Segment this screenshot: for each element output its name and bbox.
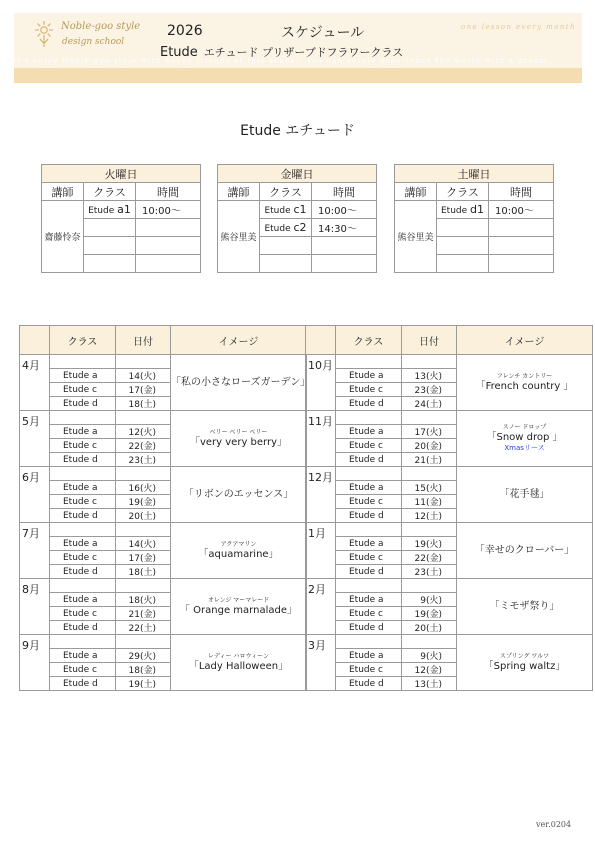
lesson-date: 23(土) xyxy=(116,453,171,467)
col-class: クラス xyxy=(437,183,489,201)
month-spacer xyxy=(402,635,457,649)
lesson-date: 23(金) xyxy=(402,383,457,397)
theme-cell xyxy=(457,635,593,691)
lesson-date: 19(土) xyxy=(116,677,171,691)
month-spacer xyxy=(50,355,116,369)
class-prefix: Etude xyxy=(264,206,291,216)
class-cell xyxy=(260,201,312,219)
flower-logo-icon xyxy=(32,20,56,48)
class-name: Etude d xyxy=(336,677,402,691)
theme-title: 「幸せのクローバー」 xyxy=(474,544,575,556)
class-cell xyxy=(84,255,136,273)
version-label: ver.0204 xyxy=(536,820,572,829)
month-spacer xyxy=(402,467,457,481)
time-cell xyxy=(489,255,554,273)
class-name: Etude c xyxy=(336,383,402,397)
theme-title: 「Spring waltz」 xyxy=(483,660,566,672)
month-spacer xyxy=(336,355,402,369)
theme-cell xyxy=(171,355,311,411)
header-class: クラス xyxy=(336,326,402,355)
lesson-date: 13(土) xyxy=(402,677,457,691)
time-cell: 10:00〜 xyxy=(312,201,377,219)
lesson-date: 12(火) xyxy=(116,425,171,439)
lesson-date: 20(土) xyxy=(402,621,457,635)
class-prefix: Etude xyxy=(264,224,291,234)
day-title: 土曜日 xyxy=(395,165,554,183)
theme-cell xyxy=(457,523,593,579)
theme-ruby: フレンチ カントリー xyxy=(496,372,553,380)
month-label: 8月 xyxy=(20,579,50,635)
time-cell: 14:30〜 xyxy=(312,219,377,237)
lesson-date: 20(土) xyxy=(116,509,171,523)
lesson-date: 19(金) xyxy=(402,607,457,621)
month-spacer xyxy=(336,411,402,425)
month-label: 10月 xyxy=(306,355,336,411)
lesson-date: 14(火) xyxy=(116,369,171,383)
lesson-date: 17(金) xyxy=(116,383,171,397)
class-cell xyxy=(84,219,136,237)
month-label: 6月 xyxy=(20,467,50,523)
theme-title: 「Lady Halloween」 xyxy=(188,660,289,672)
lesson-date: 12(金) xyxy=(402,663,457,677)
class-name: Etude c xyxy=(336,439,402,453)
lesson-date: 20(金) xyxy=(402,439,457,453)
col-teacher: 講師 xyxy=(218,183,260,201)
day-table xyxy=(217,164,377,273)
class-cell xyxy=(84,237,136,255)
class-name: Etude a xyxy=(50,537,116,551)
class-name: Etude d xyxy=(50,621,116,635)
lesson-date: 14(火) xyxy=(116,537,171,551)
class-cell xyxy=(260,237,312,255)
lesson-date: 21(金) xyxy=(116,607,171,621)
theme-title: 「very very berry」 xyxy=(189,436,288,448)
month-spacer xyxy=(116,467,171,481)
lesson-date: 21(土) xyxy=(402,453,457,467)
class-prefix: Etude xyxy=(440,206,468,216)
lesson-date: 22(金) xyxy=(116,439,171,453)
month-spacer xyxy=(116,411,171,425)
lesson-date: 16(火) xyxy=(116,481,171,495)
month-spacer xyxy=(116,523,171,537)
class-name: Etude a xyxy=(336,481,402,495)
lesson-date: 22(土) xyxy=(116,621,171,635)
lesson-date: 18(火) xyxy=(116,593,171,607)
class-name: Etude d xyxy=(50,509,116,523)
class-name: Etude c xyxy=(336,495,402,509)
month-spacer xyxy=(50,635,116,649)
header-blank xyxy=(20,326,50,355)
time-cell xyxy=(489,219,554,237)
lesson-date: 29(火) xyxy=(116,649,171,663)
month-spacer xyxy=(402,355,457,369)
theme-title: 「ミモザ祭り」 xyxy=(489,600,560,612)
lesson-date: 12(土) xyxy=(402,509,457,523)
time-cell: 10:00〜 xyxy=(489,201,554,219)
course-title xyxy=(160,44,403,60)
lesson-date: 15(火) xyxy=(402,481,457,495)
time-cell xyxy=(489,237,554,255)
class-name: Etude d xyxy=(50,565,116,579)
theme-ruby: スプリング ワルツ xyxy=(499,652,550,660)
lesson-date: 18(金) xyxy=(116,663,171,677)
class-cell xyxy=(437,219,489,237)
theme-ruby: アクアマリン xyxy=(220,540,257,548)
lesson-date: 17(金) xyxy=(116,551,171,565)
teacher-name: 熊谷里美 xyxy=(395,201,437,273)
header-class: クラス xyxy=(50,326,116,355)
theme-cell xyxy=(171,579,307,635)
theme-cell xyxy=(457,579,593,635)
class-cell xyxy=(260,255,312,273)
col-class: クラス xyxy=(260,183,312,201)
month-spacer xyxy=(336,467,402,481)
col-time: 時間 xyxy=(489,183,554,201)
month-label: 9月 xyxy=(20,635,50,691)
class-code: c2 xyxy=(293,221,307,234)
class-code: a1 xyxy=(117,203,131,216)
class-name: Etude a xyxy=(50,593,116,607)
monthly-schedule-table xyxy=(19,325,311,691)
theme-cell xyxy=(171,635,307,691)
theme-note: Xmasリース xyxy=(504,444,545,452)
theme-ruby: スノー ドロップ xyxy=(502,424,547,431)
class-cell xyxy=(84,201,136,219)
theme-title: 「 Orange marnalade」 xyxy=(180,604,297,616)
class-cell xyxy=(437,237,489,255)
month-spacer xyxy=(336,523,402,537)
class-name: Etude c xyxy=(336,663,402,677)
lesson-date: 22(金) xyxy=(402,551,457,565)
theme-title: 「私の小さなローズガーデン」 xyxy=(171,376,311,388)
theme-cell xyxy=(457,355,593,411)
year: 2026 xyxy=(167,23,203,39)
tagline: one lesson every month xyxy=(461,23,576,31)
class-cell xyxy=(437,201,489,219)
day-title: 金曜日 xyxy=(218,165,377,183)
class-name: Etude a xyxy=(336,369,402,383)
time-cell xyxy=(312,255,377,273)
class-name: Etude c xyxy=(50,383,116,397)
day-table xyxy=(41,164,201,273)
month-label: 5月 xyxy=(20,411,50,467)
month-spacer xyxy=(50,523,116,537)
teacher-name: 熊谷里美 xyxy=(218,201,260,273)
logo-line2: design school xyxy=(62,37,125,47)
month-spacer xyxy=(402,411,457,425)
theme-ruby: ベリー ベリー ベリー xyxy=(209,428,268,436)
col-time: 時間 xyxy=(136,183,201,201)
class-prefix: Etude xyxy=(88,206,115,216)
header-image: イメージ xyxy=(457,326,593,355)
class-code: c1 xyxy=(293,203,307,216)
lesson-date: 19(金) xyxy=(116,495,171,509)
lesson-date: 18(土) xyxy=(116,565,171,579)
month-spacer xyxy=(116,635,171,649)
theme-cell xyxy=(457,411,593,467)
class-name: Etude d xyxy=(50,677,116,691)
col-time: 時間 xyxy=(312,183,377,201)
month-spacer xyxy=(116,355,171,369)
class-cell xyxy=(437,255,489,273)
time-cell xyxy=(312,237,377,255)
class-name: Etude d xyxy=(336,621,402,635)
month-spacer xyxy=(402,523,457,537)
class-cell xyxy=(260,219,312,237)
lesson-date: 19(火) xyxy=(402,537,457,551)
class-name: Etude a xyxy=(336,537,402,551)
class-name: Etude c xyxy=(50,495,116,509)
teacher-name: 齋藤怜奈 xyxy=(42,201,84,273)
month-spacer xyxy=(50,467,116,481)
class-name: Etude d xyxy=(50,453,116,467)
lesson-date: 11(金) xyxy=(402,495,457,509)
class-name: Etude a xyxy=(336,593,402,607)
month-label: 11月 xyxy=(306,411,336,467)
theme-cell xyxy=(171,411,307,467)
theme-title: 「リボンのエッセンス」 xyxy=(183,488,294,500)
class-name: Etude a xyxy=(50,649,116,663)
month-label: 2月 xyxy=(306,579,336,635)
month-label: 4月 xyxy=(20,355,50,411)
class-name: Etude d xyxy=(336,397,402,411)
theme-title: 「Snow drop 」 xyxy=(486,432,563,443)
theme-title: 「aquamarine」 xyxy=(198,548,279,560)
time-cell xyxy=(136,255,201,273)
theme-ruby: レディー ハロウィーン xyxy=(208,652,269,660)
class-name: Etude c xyxy=(50,551,116,565)
month-spacer xyxy=(402,579,457,593)
monthly-schedule-table xyxy=(305,325,593,691)
lesson-date: 24(土) xyxy=(402,397,457,411)
header-band xyxy=(14,68,582,83)
day-title: 火曜日 xyxy=(42,165,201,183)
day-table xyxy=(394,164,554,273)
class-name: Etude a xyxy=(336,425,402,439)
col-class: クラス xyxy=(84,183,136,201)
class-name: Etude a xyxy=(50,481,116,495)
class-name: Etude c xyxy=(50,663,116,677)
class-name: Etude c xyxy=(336,551,402,565)
col-teacher: 講師 xyxy=(395,183,437,201)
lesson-date: 9(火) xyxy=(402,649,457,663)
schedule-label: スケジュール xyxy=(281,25,365,41)
col-teacher: 講師 xyxy=(42,183,84,201)
theme-cell xyxy=(171,523,307,579)
month-label: 3月 xyxy=(306,635,336,691)
month-label: 12月 xyxy=(306,467,336,523)
class-name: Etude d xyxy=(336,453,402,467)
band-text: Let's enjoy Noble-goo-style with happy friends at this school. You can surely experience the world with a dream. xyxy=(6,57,551,65)
class-name: Etude d xyxy=(50,397,116,411)
logo-line1: Noble-goo style xyxy=(61,21,141,32)
header-image: イメージ xyxy=(171,326,307,355)
course-subtitle: エチュード プリザーブドフラワークラス xyxy=(203,46,404,59)
page-title: Etude エチュード xyxy=(240,123,355,139)
class-name: Etude c xyxy=(336,607,402,621)
theme-cell xyxy=(171,467,307,523)
lesson-date: 9(火) xyxy=(402,593,457,607)
class-name: Etude d xyxy=(336,565,402,579)
time-cell xyxy=(136,219,201,237)
lesson-date: 17(火) xyxy=(402,425,457,439)
month-spacer xyxy=(336,579,402,593)
month-spacer xyxy=(116,579,171,593)
month-label: 7月 xyxy=(20,523,50,579)
lesson-date: 18(土) xyxy=(116,397,171,411)
month-spacer xyxy=(50,579,116,593)
theme-ruby: オレンジ マーマレード xyxy=(207,596,270,604)
header-date: 日付 xyxy=(116,326,171,355)
course-name: Etude xyxy=(160,45,198,60)
month-spacer xyxy=(336,635,402,649)
time-cell: 10:00〜 xyxy=(136,201,201,219)
theme-title: 「花手毬」 xyxy=(499,488,550,500)
lesson-date: 23(土) xyxy=(402,565,457,579)
month-label: 1月 xyxy=(306,523,336,579)
lesson-date: 13(火) xyxy=(402,369,457,383)
time-cell xyxy=(136,237,201,255)
class-name: Etude c xyxy=(50,439,116,453)
class-name: Etude c xyxy=(50,607,116,621)
class-name: Etude a xyxy=(50,425,116,439)
theme-cell xyxy=(457,467,593,523)
class-name: Etude a xyxy=(50,369,116,383)
class-name: Etude d xyxy=(336,509,402,523)
header-blank xyxy=(306,326,336,355)
class-code: d1 xyxy=(470,203,485,216)
header-date: 日付 xyxy=(402,326,457,355)
month-spacer xyxy=(50,411,116,425)
class-name: Etude a xyxy=(336,649,402,663)
theme-title: 「French country 」 xyxy=(475,380,574,392)
